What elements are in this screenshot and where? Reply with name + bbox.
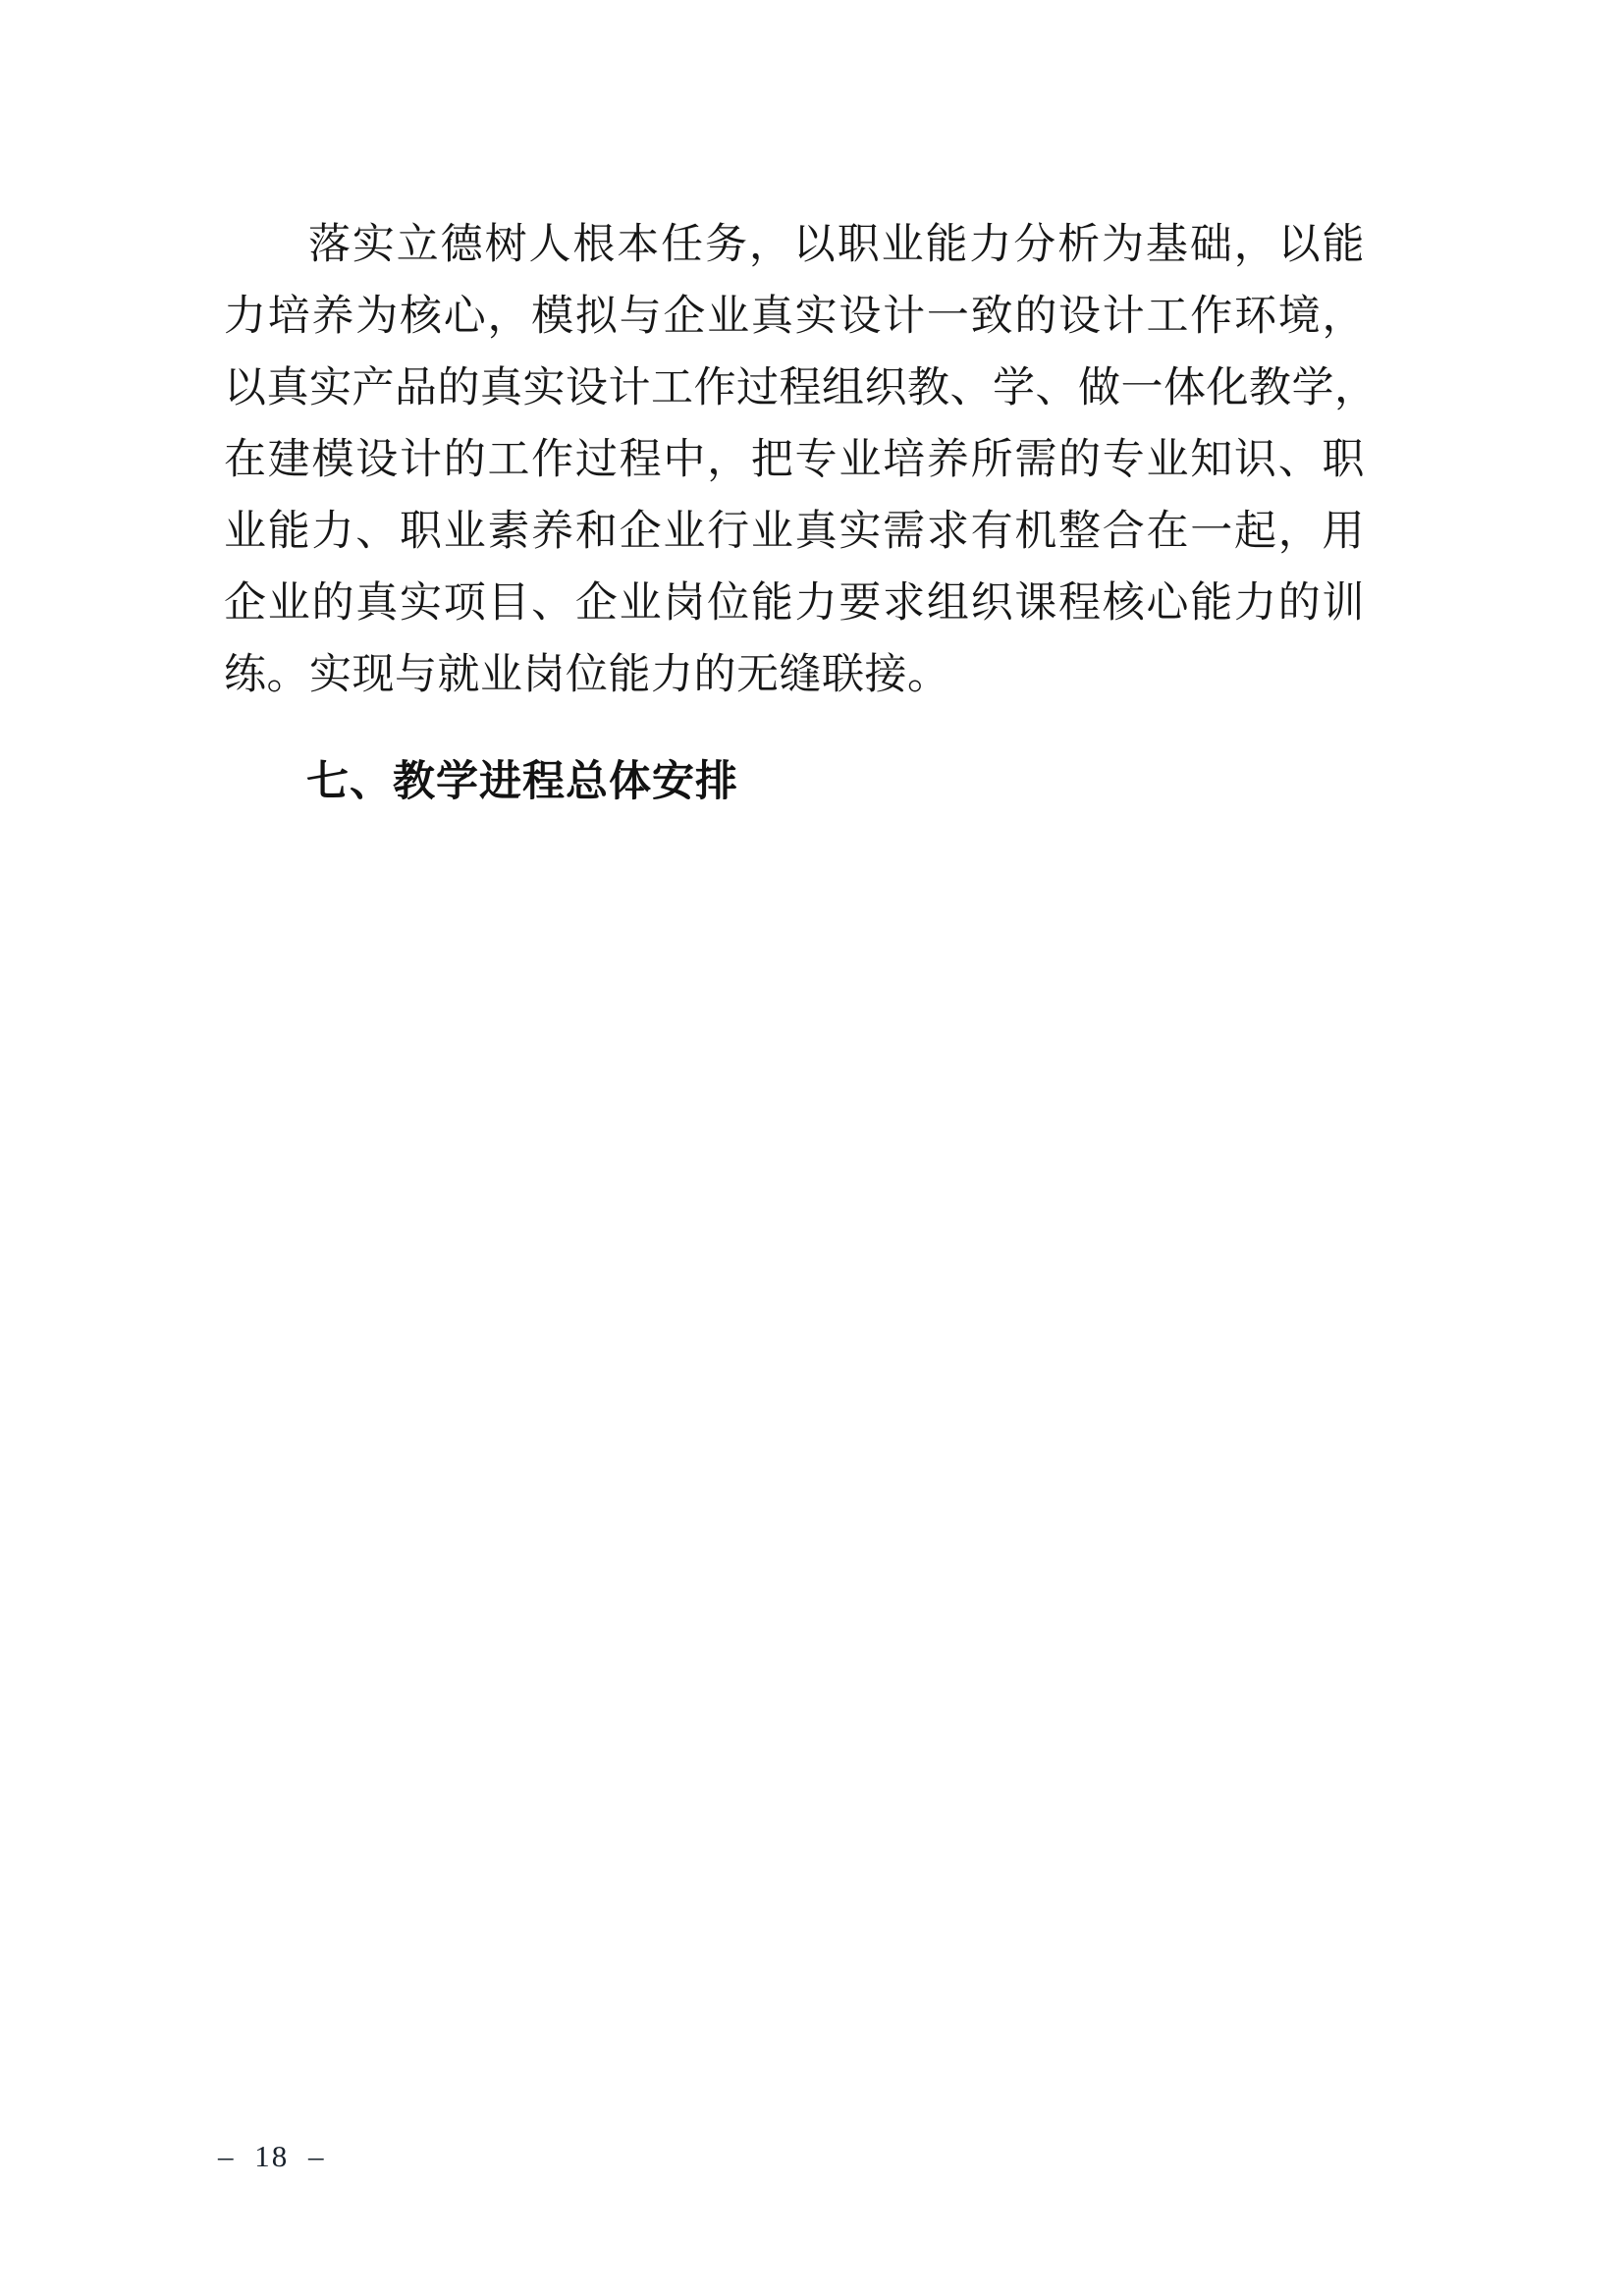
body-line: 以真实产品的真实设计工作过程组织教、学、做一体化教学， [224, 365, 1378, 411]
body-line: 力培养为核心，模拟与企业真实设计一致的设计工作环境， [224, 294, 1365, 340]
body-line: 落实立德树人根本任务，以职业能力分析为基础，以能 [308, 222, 1365, 268]
body-line: 企业的真实项目、企业岗位能力要求组织课程核心能力的训 [224, 580, 1365, 627]
body-line: 业能力、职业素养和企业行业真实需求有机整合在一起，用 [224, 509, 1365, 555]
body-line: 在建模设计的工作过程中，把专业培养所需的专业知识、职 [224, 437, 1365, 483]
body-paragraph [224, 209, 1378, 711]
section-heading: 七、教学进程总体安排 [306, 759, 738, 805]
body-line: 练。实现与就业岗位能力的无缝联接。 [224, 652, 950, 698]
page-number: – 18 – [218, 2139, 326, 2173]
